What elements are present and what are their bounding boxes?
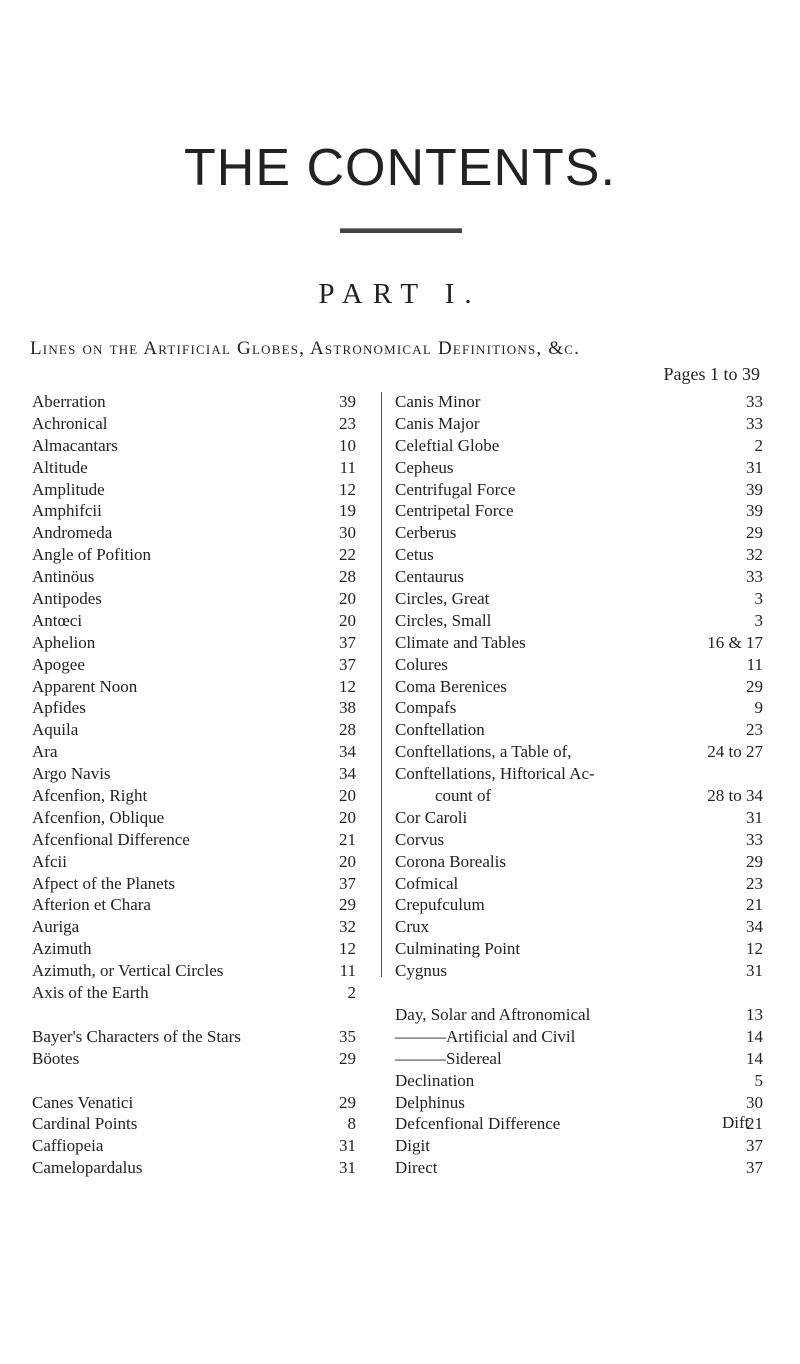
contents-entry [32, 938, 356, 960]
entry-page: 20 [339, 807, 356, 827]
entry-label: Circles, Great [395, 589, 490, 609]
entry-label: Apogee [32, 654, 85, 674]
entry-label: Colures [395, 654, 448, 674]
contents-entry [32, 851, 356, 873]
contents-entry [395, 1113, 763, 1135]
contents-entry [32, 1113, 356, 1135]
entry-label: Afcenfion, Right [32, 786, 148, 806]
entry-label: Azimuth [32, 939, 92, 959]
entry-label: Cygnus [395, 961, 447, 981]
entry-page: 34 [339, 764, 356, 784]
entry-page: 21 [339, 829, 356, 849]
contents-entry [32, 435, 356, 457]
entry-label: Antœci [32, 610, 83, 630]
right-column [395, 391, 763, 1179]
entry-label: Axis of the Earth [32, 983, 149, 1003]
entry-page: 9 [754, 698, 763, 718]
contents-entry [32, 500, 356, 522]
entry-page: 10 [339, 435, 356, 455]
entry-label: Crepufculum [395, 895, 485, 915]
entry-label: Celeftial Globe [395, 435, 500, 455]
contents-entry [395, 1135, 763, 1157]
entry-label: Amphifcii [32, 501, 102, 521]
contents-entry [395, 785, 763, 807]
contents-entry [32, 522, 356, 544]
entry-page: 14 [746, 1026, 763, 1046]
entry-page: 28 [339, 720, 356, 740]
entry-label: Angle of Pofition [32, 545, 151, 565]
contents-entry [395, 632, 763, 654]
contents-entry [395, 697, 763, 719]
entry-label: Afpect of the Planets [32, 873, 176, 893]
entry-page: 12 [339, 939, 356, 959]
contents-entry [395, 741, 763, 763]
contents-entry [32, 566, 356, 588]
entry-page: 12 [339, 676, 356, 696]
left-column [32, 391, 356, 1179]
contents-entry [32, 829, 356, 851]
entry-page: 20 [339, 851, 356, 871]
contents-entry [32, 873, 356, 895]
contents-entry [395, 1070, 763, 1092]
entry-page: 12 [339, 479, 356, 499]
entry-label: Antipodes [32, 589, 102, 609]
entry-page: 37 [339, 654, 356, 674]
entry-page: 19 [339, 501, 356, 521]
entry-page: 22 [339, 545, 356, 565]
entry-label: Caffiopeia [32, 1136, 104, 1156]
contents-entry [32, 1026, 356, 1048]
contents-entry [395, 829, 763, 851]
entry-label: Antinöus [32, 567, 95, 587]
entry-page: 33 [746, 392, 763, 411]
entry-page: 31 [746, 807, 763, 827]
entry-page: 37 [339, 632, 356, 652]
entry-page: 23 [339, 413, 356, 433]
contents-entry [32, 982, 356, 1004]
contents-entry [395, 851, 763, 873]
entry-label: Böotes [32, 1048, 80, 1068]
page-title: THE CONTENTS. [184, 139, 616, 197]
entry-page: 37 [746, 1136, 763, 1156]
entry-page: 3 [754, 589, 763, 609]
entry-page: 21 [746, 1114, 763, 1134]
entry-page: 33 [746, 567, 763, 587]
entry-page: 29 [746, 676, 763, 696]
contents-entry [32, 763, 356, 785]
entry-page: 37 [339, 873, 356, 893]
entry-label: Climate and Tables [395, 632, 526, 652]
contents-entry [32, 632, 356, 654]
entry-label: Almacantars [32, 435, 118, 455]
contents-entry [32, 697, 356, 719]
contents-entry [395, 413, 763, 435]
contents-entry [395, 676, 763, 698]
entry-label: Centaurus [395, 567, 464, 587]
entry-label: Cor Caroli [395, 807, 468, 827]
contents-entry [395, 1004, 763, 1026]
entry-page: 34 [339, 742, 356, 762]
entry-page: 29 [339, 1048, 356, 1068]
entry-label: Auriga [32, 917, 80, 937]
entry-page: 14 [746, 1048, 763, 1068]
contents-entry [32, 719, 356, 741]
entry-page: 29 [339, 1092, 356, 1112]
entry-label: Afterion et Chara [32, 895, 151, 915]
entry-page: 2 [754, 435, 763, 455]
entry-label: Cardinal Points [32, 1114, 138, 1134]
entry-label: Declination [395, 1070, 475, 1090]
entry-page: 3 [754, 610, 763, 630]
entry-label: Azimuth, or Vertical Circles [32, 961, 224, 981]
contents-entry [395, 894, 763, 916]
entry-page: 5 [754, 1070, 763, 1090]
entry-label: Argo Navis [32, 764, 111, 784]
contents-entry [32, 1157, 356, 1179]
contents-entry [32, 894, 356, 916]
contents-entry [395, 544, 763, 566]
entry-page: 31 [746, 961, 763, 981]
entry-label: Amplitude [32, 479, 105, 499]
column-divider [381, 392, 382, 977]
entry-page: 32 [746, 545, 763, 565]
entry-label: Apfides [32, 698, 86, 718]
entry-page: 39 [746, 501, 763, 521]
entry-page: 31 [746, 457, 763, 477]
entry-page: 29 [746, 851, 763, 871]
entry-label: Achronical [32, 413, 108, 433]
entry-label: Circles, Small [395, 610, 492, 630]
contents-entry [32, 960, 356, 982]
entry-label: Coma Berenices [395, 676, 507, 696]
entry-label: Afcii [32, 851, 67, 871]
contents-entry [32, 588, 356, 610]
contents-entry [32, 741, 356, 763]
entry-label: Apparent Noon [32, 676, 138, 696]
entry-page: 34 [746, 917, 763, 937]
entry-label: Compafs [395, 698, 457, 718]
contents-entry [395, 719, 763, 741]
title-rule [340, 228, 462, 233]
part-heading: PART I. [318, 278, 482, 310]
contents-entry [32, 610, 356, 632]
pages-range: Pages 1 to 39 [663, 364, 760, 384]
entry-page: 37 [746, 1158, 763, 1178]
contents-entry [395, 610, 763, 632]
entry-label: Andromeda [32, 523, 113, 543]
entry-label: ———Artificial and Civil [395, 1026, 576, 1046]
entry-page: 11 [339, 457, 356, 477]
entry-page: 31 [339, 1136, 356, 1156]
entry-label: Cofmical [395, 873, 459, 893]
entry-label: Aphelion [32, 632, 96, 652]
contents-entry [32, 391, 356, 413]
contents-entry [395, 873, 763, 895]
entry-label: Conftellations, Hiftorical Ac- [395, 764, 595, 784]
entry-label: count of [435, 786, 492, 806]
entry-label: Cetus [395, 545, 434, 565]
entry-page: 39 [746, 479, 763, 499]
entry-page: 33 [746, 413, 763, 433]
entry-label: Camelopardalus [32, 1158, 143, 1178]
entry-label: Altitude [32, 457, 88, 477]
entry-page: 20 [339, 786, 356, 806]
contents-entry [395, 522, 763, 544]
entry-page: 2 [347, 983, 356, 1003]
entry-label: Culminating Point [395, 939, 521, 959]
entry-page: 38 [339, 698, 356, 718]
entry-page: 20 [339, 589, 356, 609]
contents-entry [395, 1048, 763, 1070]
entry-label: Day, Solar and Aftronomical [395, 1004, 591, 1024]
section-heading: Lines on the Artificial Globes, Astronomical Definitions, &c. [30, 338, 581, 359]
entry-label: Ara [32, 742, 58, 762]
entry-page: 33 [746, 829, 763, 849]
entry-label: Defcenfional Difference [395, 1114, 561, 1134]
entry-label: Canes Venatici [32, 1092, 134, 1112]
entry-label: Afcenfional Difference [32, 829, 190, 849]
entry-label: Direct [395, 1158, 438, 1178]
catchword: Dift [722, 1113, 750, 1132]
contents-entry [32, 457, 356, 479]
contents-entry [32, 676, 356, 698]
entry-label: ———Sidereal [395, 1048, 502, 1068]
contents-entry [395, 1157, 763, 1179]
entry-page: 21 [746, 895, 763, 915]
entry-page: 11 [339, 961, 356, 981]
entry-label: Conftellation [395, 720, 485, 740]
entry-page: 13 [746, 1004, 763, 1024]
contents-entry [395, 1092, 763, 1114]
contents-entry [32, 413, 356, 435]
entry-page: 20 [339, 610, 356, 630]
contents-entry [395, 588, 763, 610]
contents-entry [32, 654, 356, 676]
contents-entry [32, 479, 356, 501]
entry-page: 29 [339, 895, 356, 915]
entry-label: Cerberus [395, 523, 457, 543]
entry-page: 29 [746, 523, 763, 543]
entry-label: Conftellations, a Table of, [395, 742, 572, 762]
contents-entry [32, 807, 356, 829]
entry-page: 30 [339, 523, 356, 543]
entry-label: Corona Borealis [395, 851, 506, 871]
contents-entry [395, 763, 763, 785]
entry-page: 23 [746, 873, 763, 893]
contents-entry [395, 938, 763, 960]
contents-entry [395, 1026, 763, 1048]
contents-entry [32, 916, 356, 938]
contents-entry [32, 544, 356, 566]
entry-label: Afcenfion, Oblique [32, 807, 165, 827]
entry-page: 12 [746, 939, 763, 959]
entry-label: Digit [395, 1136, 430, 1156]
entry-label: Corvus [395, 829, 445, 849]
contents-entry [32, 1092, 356, 1114]
contents-entry [395, 479, 763, 501]
contents-entry [395, 807, 763, 829]
entry-label: Cepheus [395, 457, 454, 477]
contents-entry [395, 960, 763, 982]
entry-page: 11 [746, 654, 763, 674]
entry-label: Centripetal Force [395, 501, 514, 521]
entry-label: Aquila [32, 720, 79, 740]
entry-page: 8 [347, 1114, 356, 1134]
entry-page: 28 [339, 567, 356, 587]
entry-label: Aberration [32, 392, 106, 411]
entry-label: Canis Minor [395, 392, 481, 411]
contents-entry [395, 654, 763, 676]
entry-page: 35 [339, 1026, 356, 1046]
entry-page: 24 to 27 [707, 742, 763, 762]
contents-entry [32, 1048, 356, 1070]
contents-entry [395, 916, 763, 938]
contents-entry [32, 1135, 356, 1157]
entry-label: Bayer's Characters of the Stars [32, 1026, 241, 1046]
entry-label: Centrifugal Force [395, 479, 516, 499]
contents-entry [395, 391, 763, 413]
entry-label: Crux [395, 917, 429, 937]
entry-label: Canis Major [395, 413, 480, 433]
contents-entry [395, 500, 763, 522]
entry-page: 28 to 34 [707, 786, 763, 806]
contents-entry [395, 457, 763, 479]
contents-entry [395, 566, 763, 588]
entry-page: 32 [339, 917, 356, 937]
contents-entry [32, 785, 356, 807]
entry-label: Delphinus [395, 1092, 465, 1112]
entry-page: 31 [339, 1158, 356, 1178]
entry-page: 16 & 17 [707, 632, 763, 652]
contents-entry [395, 435, 763, 457]
entry-page: 39 [339, 392, 356, 411]
entry-page: 30 [746, 1092, 763, 1112]
entry-page: 23 [746, 720, 763, 740]
